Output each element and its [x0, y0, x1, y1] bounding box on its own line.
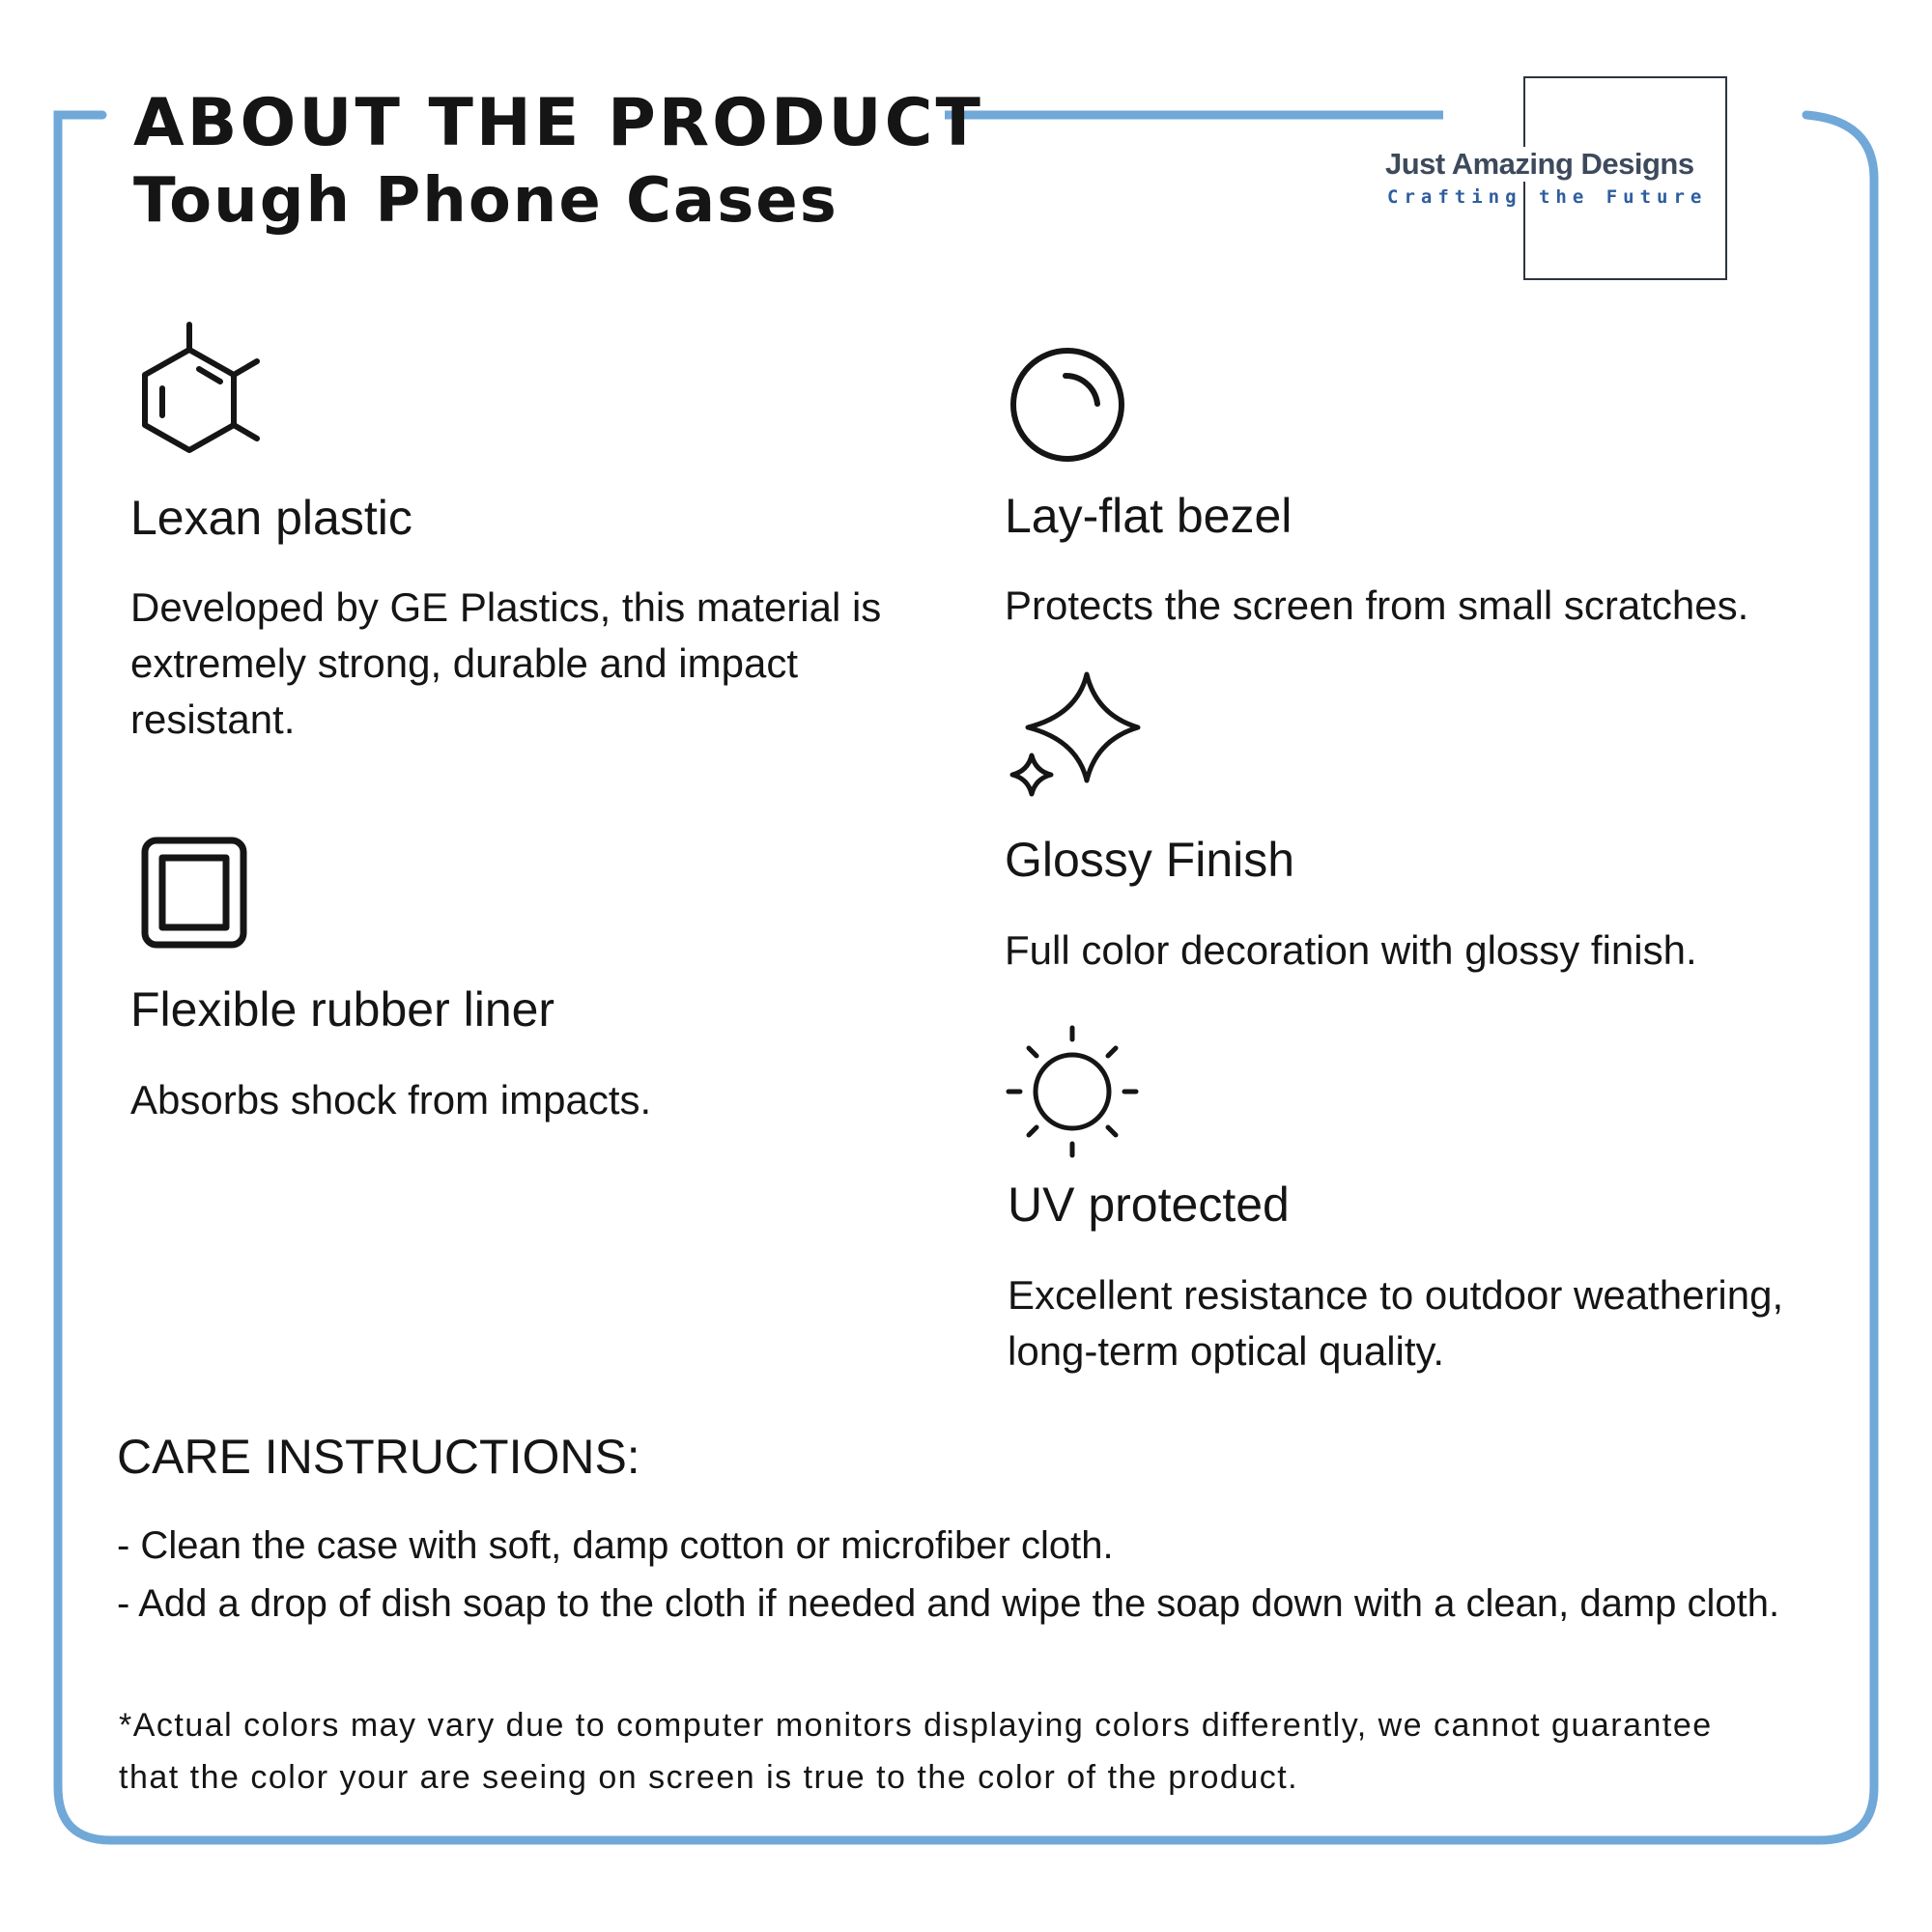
logo-name: Just Amazing Designs [1385, 147, 1694, 181]
feature-title-uv: UV protected [1008, 1178, 1290, 1232]
circle-icon [1005, 344, 1130, 469]
logo-tagline: Crafting the Future [1387, 186, 1708, 208]
page-title: ABOUT THE PRODUCT [133, 85, 983, 161]
disclaimer-line-1: *Actual colors may vary due to computer monitors displaying colors differently, we cannot guarantee [119, 1707, 1713, 1744]
feature-desc-liner: Absorbs shock from impacts. [130, 1077, 652, 1122]
feature-title-glossy: Glossy Finish [1005, 833, 1295, 887]
disclaimer-line-2: that the color your are seeing on screen is true to the color of the product. [119, 1759, 1299, 1796]
feature-title-bezel: Lay-flat bezel [1005, 489, 1293, 543]
feature-desc-lexan: Developed by GE Plastics, this material is extremely strong, durable and impact resistant. [130, 584, 882, 742]
care-instruction-line: - Clean the case with soft, damp cotton or microfiber cloth. [117, 1524, 1114, 1567]
care-instructions-title: CARE INSTRUCTIONS: [117, 1430, 640, 1484]
square-frame-icon [139, 835, 255, 951]
sun-icon [1005, 1024, 1140, 1159]
feature-desc-glossy: Full color decoration with glossy finish. [1005, 927, 1697, 973]
feature-title-lexan: Lexan plastic [130, 491, 412, 545]
feature-desc-uv: Excellent resistance to outdoor weathering, long-term optical quality. [1008, 1272, 1784, 1374]
molecule-icon [133, 319, 269, 459]
care-instruction-line: - Add a drop of dish soap to the cloth if needed and wipe the soap down with a clean, damp cloth. [117, 1582, 1780, 1625]
page-subtitle: Tough Phone Cases [133, 165, 838, 237]
feature-title-liner: Flexible rubber liner [130, 982, 555, 1037]
feature-desc-bezel: Protects the screen from small scratches. [1005, 582, 1749, 628]
sparkle-icon [1005, 667, 1150, 811]
